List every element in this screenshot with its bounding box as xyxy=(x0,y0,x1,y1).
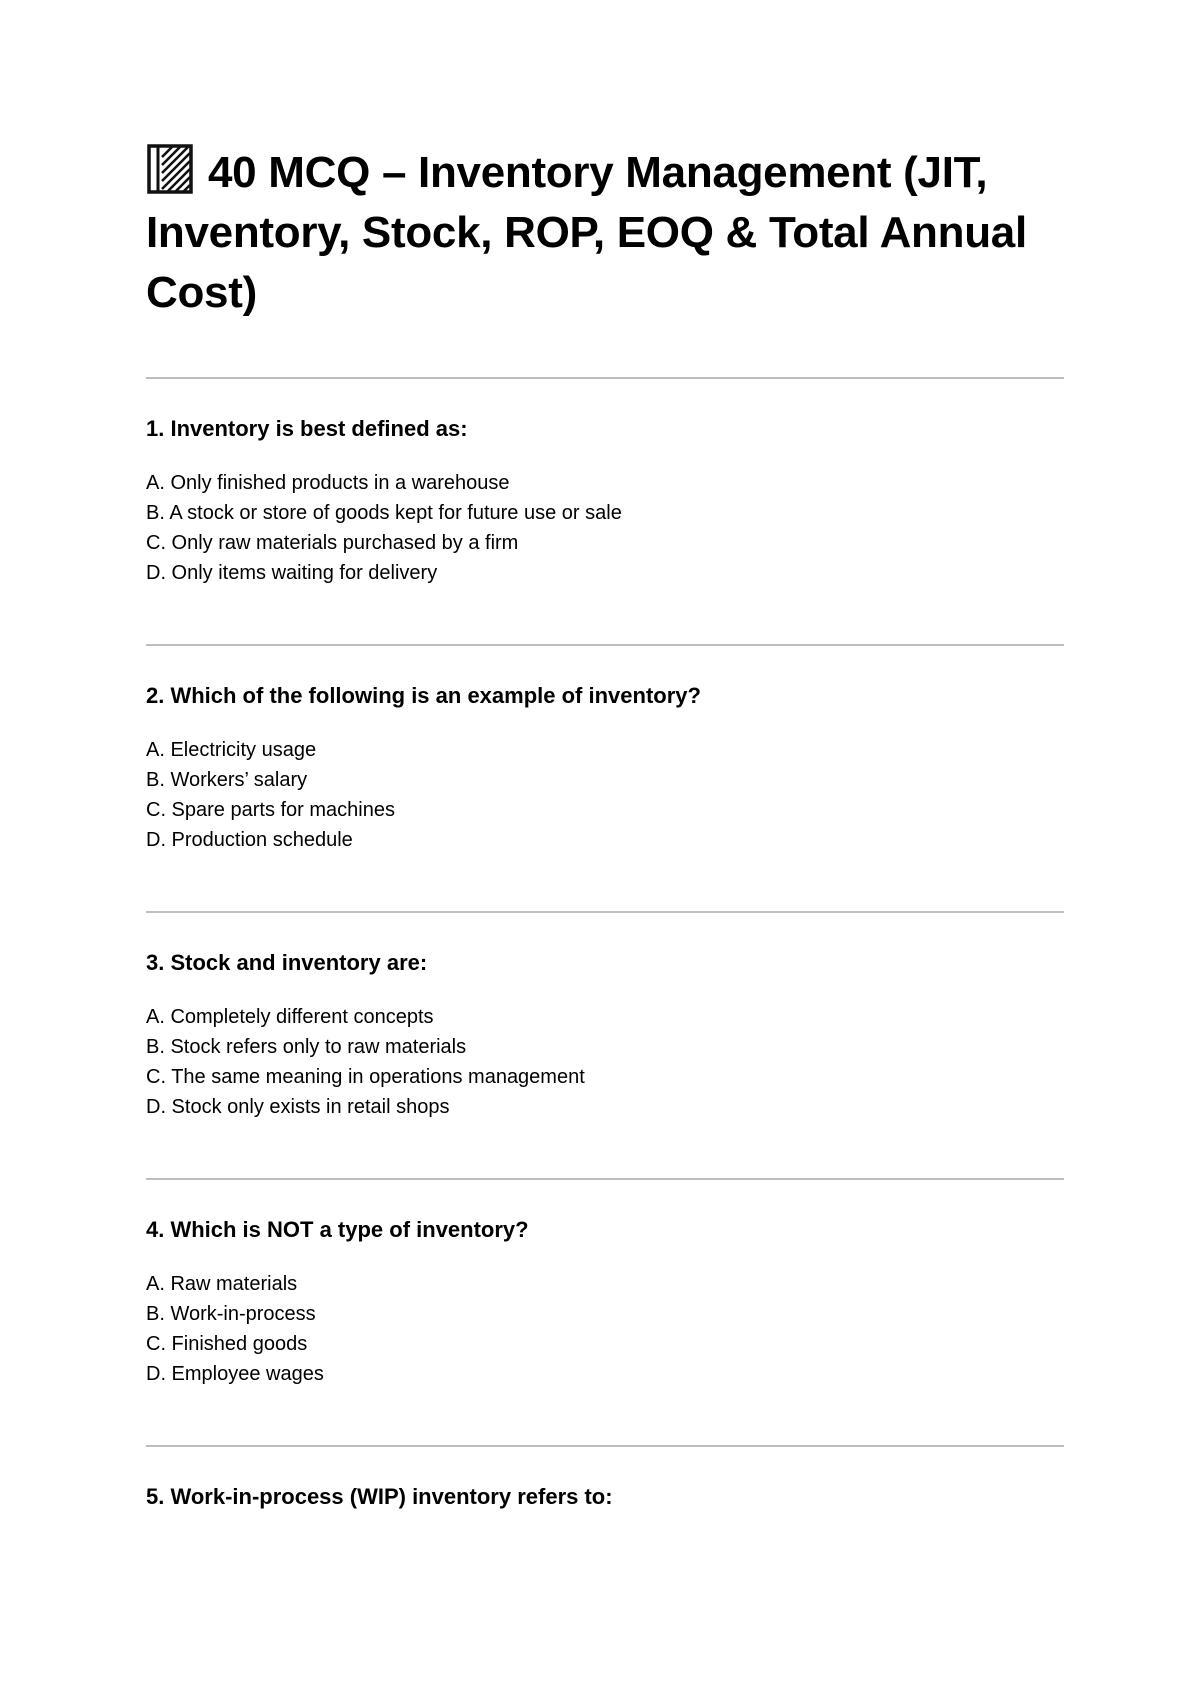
question-3 xyxy=(146,948,1064,1122)
question-5 xyxy=(146,1482,1064,1512)
question-2 xyxy=(146,681,1064,855)
divider xyxy=(146,911,1064,913)
option-list xyxy=(146,1269,1064,1389)
divider xyxy=(146,377,1064,379)
question-text: 3. Stock and inventory are: xyxy=(146,950,428,975)
option-list xyxy=(146,1002,1064,1122)
option-a: A. Electricity usage xyxy=(146,739,317,761)
question-text: 2. Which of the following is an example of inventory? xyxy=(146,683,701,708)
option-c: C. Spare parts for machines xyxy=(146,799,395,821)
option-d: D. Employee wages xyxy=(146,1363,324,1385)
option-a: A. Only finished products in a warehouse xyxy=(146,472,510,494)
option-list xyxy=(146,735,1064,855)
divider xyxy=(146,644,1064,646)
book-icon xyxy=(146,143,196,195)
question-text: 5. Work-in-process (WIP) inventory refers to: xyxy=(146,1484,613,1509)
option-b: B. Work-in-process xyxy=(146,1303,316,1325)
option-list xyxy=(146,468,1064,588)
option-a: A. Raw materials xyxy=(146,1273,298,1295)
option-d: D. Only items waiting for delivery xyxy=(146,562,438,584)
option-a: A. Completely different concepts xyxy=(146,1006,434,1028)
document-title xyxy=(146,143,1064,323)
question-text: 1. Inventory is best defined as: xyxy=(146,416,468,441)
question-4 xyxy=(146,1215,1064,1389)
option-b: B. Workers’ salary xyxy=(146,769,308,791)
option-c: C. Only raw materials purchased by a firm xyxy=(146,532,519,554)
option-b: B. Stock refers only to raw materials xyxy=(146,1036,467,1058)
document-title-text: 40 MCQ – Inventory Management (JIT, Inventory, Stock, ROP, EOQ & Total Annual Cost) xyxy=(146,148,1027,317)
option-c: C. The same meaning in operations management xyxy=(146,1066,585,1088)
option-d: D. Stock only exists in retail shops xyxy=(146,1096,450,1118)
option-c: C. Finished goods xyxy=(146,1333,308,1355)
question-text: 4. Which is NOT a type of inventory? xyxy=(146,1217,529,1242)
question-1 xyxy=(146,414,1064,588)
divider xyxy=(146,1445,1064,1447)
option-d: D. Production schedule xyxy=(146,829,353,851)
divider xyxy=(146,1178,1064,1180)
option-b: B. A stock or store of goods kept for future use or sale xyxy=(146,502,622,524)
